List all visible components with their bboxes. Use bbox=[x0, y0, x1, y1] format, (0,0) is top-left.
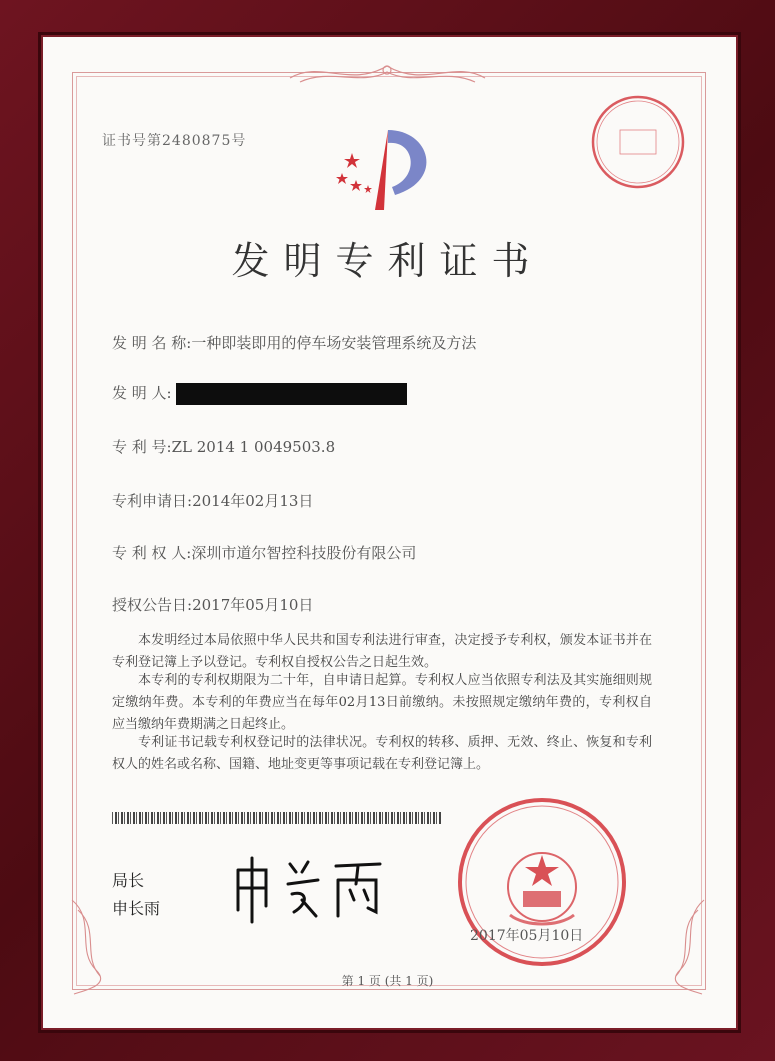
invention-name-row bbox=[112, 332, 476, 353]
inventor-redaction bbox=[176, 383, 407, 405]
invention-name-label: 发 明 名 称: bbox=[112, 334, 192, 352]
invention-name-value: 一种即装即用的停车场安装管理系统及方法 bbox=[191, 334, 477, 352]
filing-date-value: 2014年02月13日 bbox=[192, 492, 314, 510]
patent-office-logo bbox=[330, 125, 445, 215]
barcode bbox=[112, 812, 442, 824]
paragraph-grant: 本发明经过本局依照中华人民共和国专利法进行审查，决定授予专利权，颁发本证书并在专利登记簿上予以登记。专利权自授权公告之日起生效。 bbox=[112, 633, 652, 670]
grant-date-label: 授权公告日: bbox=[112, 596, 193, 614]
official-title: 局长 bbox=[112, 871, 145, 890]
patent-number-row bbox=[112, 436, 335, 457]
seal-date: 2017年05月10日 bbox=[470, 928, 584, 944]
signature bbox=[230, 850, 390, 930]
official-name: 申长雨 bbox=[112, 899, 161, 918]
certificate-title: 发明专利证书 bbox=[231, 239, 544, 283]
page-number: 第 1 页 (共 1 页) bbox=[341, 974, 434, 988]
patentee-value: 深圳市道尔智控科技股份有限公司 bbox=[191, 544, 417, 562]
patentee-label: 专 利 权 人: bbox=[112, 544, 192, 562]
paragraph-term: 本专利的专利权期限为二十年，自申请日起算。专利权人应当依照专利法及其实施细则规定缴纳年费。本专利的年费应当在每年02月13日前缴纳。未按照规定缴纳年费的，专利权自应当缴纳年费期满之日起终止。 bbox=[112, 673, 652, 732]
certificate-number: 证书号第2480875号 bbox=[102, 133, 247, 149]
grant-date-value: 2017年05月10日 bbox=[192, 596, 314, 614]
inventor-label: 发 明 人: bbox=[112, 384, 172, 402]
inventor-row bbox=[112, 382, 407, 405]
agency-seal-small bbox=[588, 92, 688, 192]
patent-number-value: ZL 2014 1 0049503.8 bbox=[171, 438, 336, 456]
grant-date-row bbox=[112, 594, 313, 615]
filing-date-label: 专利申请日: bbox=[112, 492, 193, 510]
patentee-row bbox=[112, 542, 416, 563]
filing-date-row bbox=[112, 490, 313, 511]
patent-number-label: 专 利 号: bbox=[112, 438, 172, 456]
top-ornament bbox=[280, 58, 495, 90]
paragraph-legal-status: 专利证书记载专利权登记时的法律状况。专利权的转移、质押、无效、终止、恢复和专利权人的姓名或名称、国籍、地址变更等事项记载在专利登记簿上。 bbox=[112, 735, 652, 772]
